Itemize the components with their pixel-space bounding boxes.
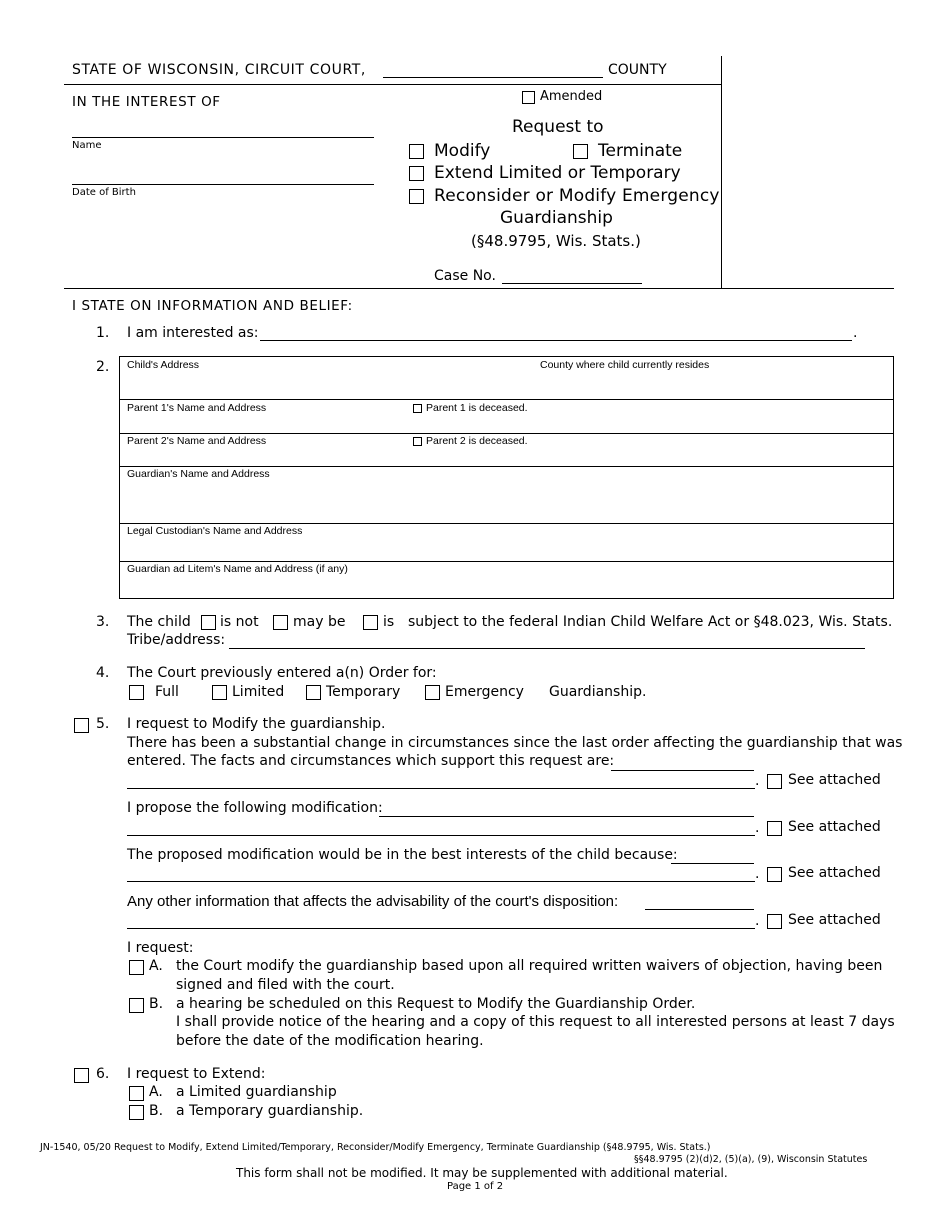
extend-checkbox[interactable]	[409, 166, 424, 181]
is-not-checkbox[interactable]	[201, 615, 216, 630]
emergency-checkbox[interactable]	[425, 685, 440, 700]
period: .	[755, 820, 760, 836]
see-attached-checkbox[interactable]	[767, 867, 782, 882]
request-b-line2: I shall provide notice of the hearing and a copy of this request to all interested persons at least 7 days	[176, 1014, 895, 1030]
amended-checkbox[interactable]	[522, 91, 535, 104]
case-no-label: Case No.	[434, 268, 496, 284]
request-b-line1: a hearing be scheduled on this Request to Modify the Guardianship Order.	[176, 996, 696, 1012]
best-interests-field[interactable]	[671, 863, 754, 864]
item5-num: 5.	[96, 716, 110, 732]
court-title: STATE OF WISCONSIN, CIRCUIT COURT,	[72, 62, 366, 78]
see-attached-checkbox[interactable]	[767, 821, 782, 836]
see-attached-checkbox[interactable]	[767, 914, 782, 929]
is-label: is	[383, 614, 395, 630]
item1-end: .	[853, 325, 858, 341]
table-rule	[119, 433, 894, 434]
item2-num: 2.	[96, 359, 110, 375]
limited-label: Limited	[232, 684, 285, 700]
reconsider-label: Reconsider or Modify Emergency	[434, 186, 720, 206]
item5-line2: entered. The facts and circumstances which support this request are:	[127, 753, 615, 769]
parent1-label: Parent 1's Name and Address	[127, 402, 267, 414]
extend-b-letter: B.	[149, 1103, 164, 1119]
dob-label: Date of Birth	[72, 187, 136, 198]
table-rule	[119, 466, 894, 467]
item1-label: I am interested as:	[127, 325, 259, 341]
tribe-field[interactable]	[229, 648, 865, 649]
best-interests-label: The proposed modification would be in the best interests of the child because:	[127, 847, 678, 863]
extend-a-text: a Limited guardianship	[176, 1084, 337, 1100]
request-a-letter: A.	[149, 958, 163, 974]
statute-ref: (§48.9795, Wis. Stats.)	[471, 232, 641, 250]
request-b-checkbox[interactable]	[129, 998, 144, 1013]
period: .	[755, 866, 760, 882]
period: .	[755, 913, 760, 929]
see-attached-label: See attached	[788, 819, 881, 835]
name-label: Name	[72, 140, 102, 151]
parent2-label: Parent 2's Name and Address	[127, 435, 267, 447]
the-child-label: The child	[127, 614, 191, 630]
parent2-deceased-label: Parent 2 is deceased.	[426, 435, 528, 447]
interested-as-field[interactable]	[260, 340, 852, 341]
custodian-label: Legal Custodian's Name and Address	[127, 525, 303, 537]
guardianship-label: Guardianship.	[549, 684, 647, 700]
other-info-field[interactable]	[645, 909, 754, 910]
item5-checkbox[interactable]	[74, 718, 89, 733]
table-rule	[119, 399, 894, 400]
is-not-label: is not	[220, 614, 259, 630]
request-a-checkbox[interactable]	[129, 960, 144, 975]
footer-notice: This form shall not be modified. It may be supplemented with additional material.	[236, 1166, 728, 1180]
table-rule	[119, 561, 894, 562]
modify-label: Modify	[434, 141, 491, 161]
amended-label: Amended	[540, 89, 603, 104]
item3-num: 3.	[96, 614, 110, 630]
state-info-heading: I STATE ON INFORMATION AND BELIEF:	[72, 298, 353, 314]
extend-b-checkbox[interactable]	[129, 1105, 144, 1120]
see-attached-checkbox[interactable]	[767, 774, 782, 789]
guardian-label: Guardian's Name and Address	[127, 468, 270, 480]
temporary-label: Temporary	[326, 684, 401, 700]
case-no-field[interactable]	[502, 283, 642, 284]
see-attached-label: See attached	[788, 912, 881, 928]
modify-checkbox[interactable]	[409, 144, 424, 159]
request-a-line2: signed and filed with the court.	[176, 977, 395, 993]
emergency-label: Emergency	[445, 684, 524, 700]
guardianship-title: Guardianship	[500, 208, 613, 228]
item6-checkbox[interactable]	[74, 1068, 89, 1083]
propose-field[interactable]	[379, 816, 754, 817]
request-a-line1: the Court modify the guardianship based upon all required written waivers of objection, having been	[176, 958, 883, 974]
extend-a-checkbox[interactable]	[129, 1086, 144, 1101]
see-attached-label: See attached	[788, 772, 881, 788]
other-info-field-line2[interactable]	[127, 928, 755, 929]
gal-label: Guardian ad Litem's Name and Address (if any)	[127, 563, 348, 575]
may-be-label: may be	[293, 614, 346, 630]
may-be-checkbox[interactable]	[273, 615, 288, 630]
propose-field-line2[interactable]	[127, 835, 755, 836]
parent2-deceased-checkbox[interactable]	[413, 437, 422, 446]
request-b-letter: B.	[149, 996, 164, 1012]
facts-field[interactable]	[611, 770, 754, 771]
name-field[interactable]	[72, 137, 374, 138]
dob-field[interactable]	[72, 184, 374, 185]
item4-num: 4.	[96, 665, 110, 681]
table-rule	[119, 523, 894, 524]
best-interests-field-line2[interactable]	[127, 881, 755, 882]
other-info-label: Any other information that affects the advisability of the court's disposition:	[127, 893, 619, 910]
page-number: Page 1 of 2	[447, 1181, 504, 1192]
temporary-checkbox[interactable]	[306, 685, 321, 700]
full-checkbox[interactable]	[129, 685, 144, 700]
is-checkbox[interactable]	[363, 615, 378, 630]
form-id: JN-1540, 05/20 Request to Modify, Extend Limited/Temporary, Reconsider/Modify Emergency, Terminate Guardianship (§48.9795, Wis. Stats.)	[40, 1142, 711, 1153]
terminate-label: Terminate	[598, 141, 683, 161]
parent1-deceased-checkbox[interactable]	[413, 404, 422, 413]
i-request-label: I request:	[127, 940, 194, 956]
parent1-deceased-label: Parent 1 is deceased.	[426, 402, 528, 414]
item5-title: I request to Modify the guardianship.	[127, 716, 386, 732]
county-field[interactable]	[383, 77, 603, 78]
terminate-checkbox[interactable]	[573, 144, 588, 159]
header-rule	[64, 84, 721, 85]
see-attached-label: See attached	[788, 865, 881, 881]
county-resides-label: County where child currently resides	[540, 359, 710, 371]
county-label: COUNTY	[608, 62, 667, 78]
propose-label: I propose the following modification:	[127, 800, 383, 816]
header-bottom-rule	[64, 288, 894, 289]
tribe-label: Tribe/address:	[127, 632, 226, 648]
request-to-title: Request to	[512, 117, 604, 137]
header-divider	[721, 56, 722, 288]
item6-num: 6.	[96, 1066, 110, 1082]
interest-of-label: IN THE INTEREST OF	[72, 94, 221, 110]
childs-address-label: Child's Address	[127, 359, 200, 371]
item5-line1: There has been a substantial change in circumstances since the last order affecting the guardianship that was	[127, 735, 903, 751]
extend-label: Extend Limited or Temporary	[434, 163, 681, 183]
facts-field-line2[interactable]	[127, 788, 755, 789]
footer-statutes: §§48.9795 (2)(d)2, (5)(a), (9), Wisconsin Statutes	[634, 1154, 868, 1165]
request-b-line3: before the date of the modification hearing.	[176, 1033, 484, 1049]
item4-text: The Court previously entered a(n) Order for:	[127, 665, 437, 681]
full-label: Full	[155, 684, 179, 700]
item1-num: 1.	[96, 325, 110, 341]
period: .	[755, 773, 760, 789]
item6-title: I request to Extend:	[127, 1066, 266, 1082]
limited-checkbox[interactable]	[212, 685, 227, 700]
extend-b-text: a Temporary guardianship.	[176, 1103, 364, 1119]
icwa-text: subject to the federal Indian Child Welfare Act or §48.023, Wis. Stats.	[408, 614, 893, 630]
extend-a-letter: A.	[149, 1084, 163, 1100]
reconsider-checkbox[interactable]	[409, 189, 424, 204]
